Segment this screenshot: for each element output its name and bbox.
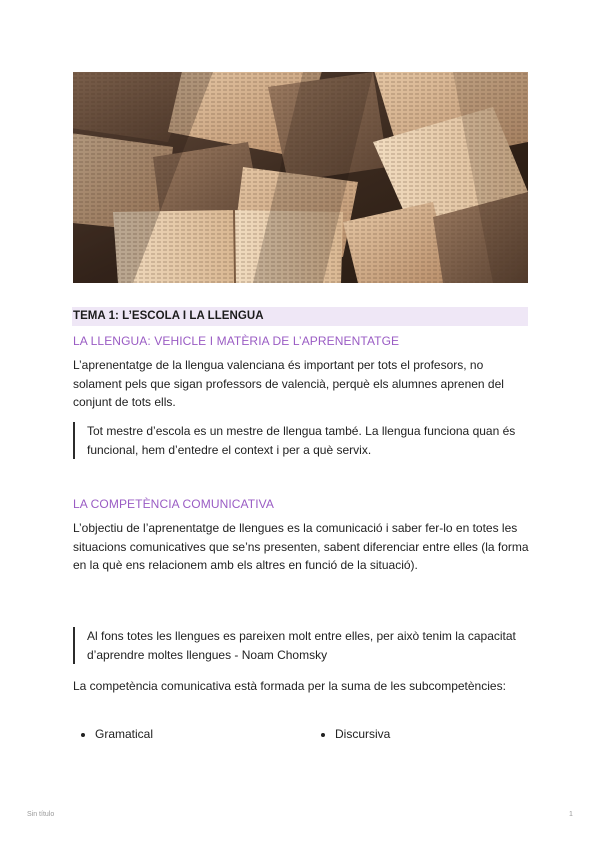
list-item-gramatical: Gramatical xyxy=(73,727,153,741)
page-title: TEMA 1: L’ESCOLA I LA LLENGUA xyxy=(73,310,264,322)
quote-mestre: Tot mestre d’escola es un mestre de llengua també. La llengua funciona quan és funcional, hem d’entedre el context i per a què servix. xyxy=(73,422,529,459)
paragraph-subcompetencies: La competència comunicativa està formada per la suma de les subcompetències: xyxy=(73,679,506,693)
section-heading-competencia: LA COMPETÈNCIA COMUNICATIVA xyxy=(73,497,274,511)
list-item-discursiva: Discursiva xyxy=(313,727,390,741)
title-bar xyxy=(72,307,528,326)
hero-image-open-books xyxy=(73,72,528,283)
footer-document-title: Sin título xyxy=(27,811,55,818)
paragraph-aprenentatge: L’aprenentatge de la llengua valenciana és important per tots el profesors, no solament pels que sigan professors de valencià, perquè els alumnes aprenen del conjunt de tots ells. xyxy=(73,358,504,409)
bullet-list xyxy=(73,727,529,745)
paragraph-objectiu: L’objectiu de l’aprenentatge de llengues es la comunicació i saber fer-lo en totes les situacions comunicatives que se’ns presenten, sabent diferenciar entre elles (la forma en la què ens relacionem amb els altres en funció de la situació). xyxy=(73,521,529,572)
footer-page-number: 1 xyxy=(569,811,573,818)
quote-chomsky: Al fons totes les llengues es pareixen molt entre elles, per això tenim la capacitat d’aprendre moltes llengues - Noam Chomsky xyxy=(73,627,529,664)
section-heading-llengua: LA LLENGUA: VEHICLE I MATÈRIA DE L’APRENENTATGE xyxy=(73,334,400,348)
